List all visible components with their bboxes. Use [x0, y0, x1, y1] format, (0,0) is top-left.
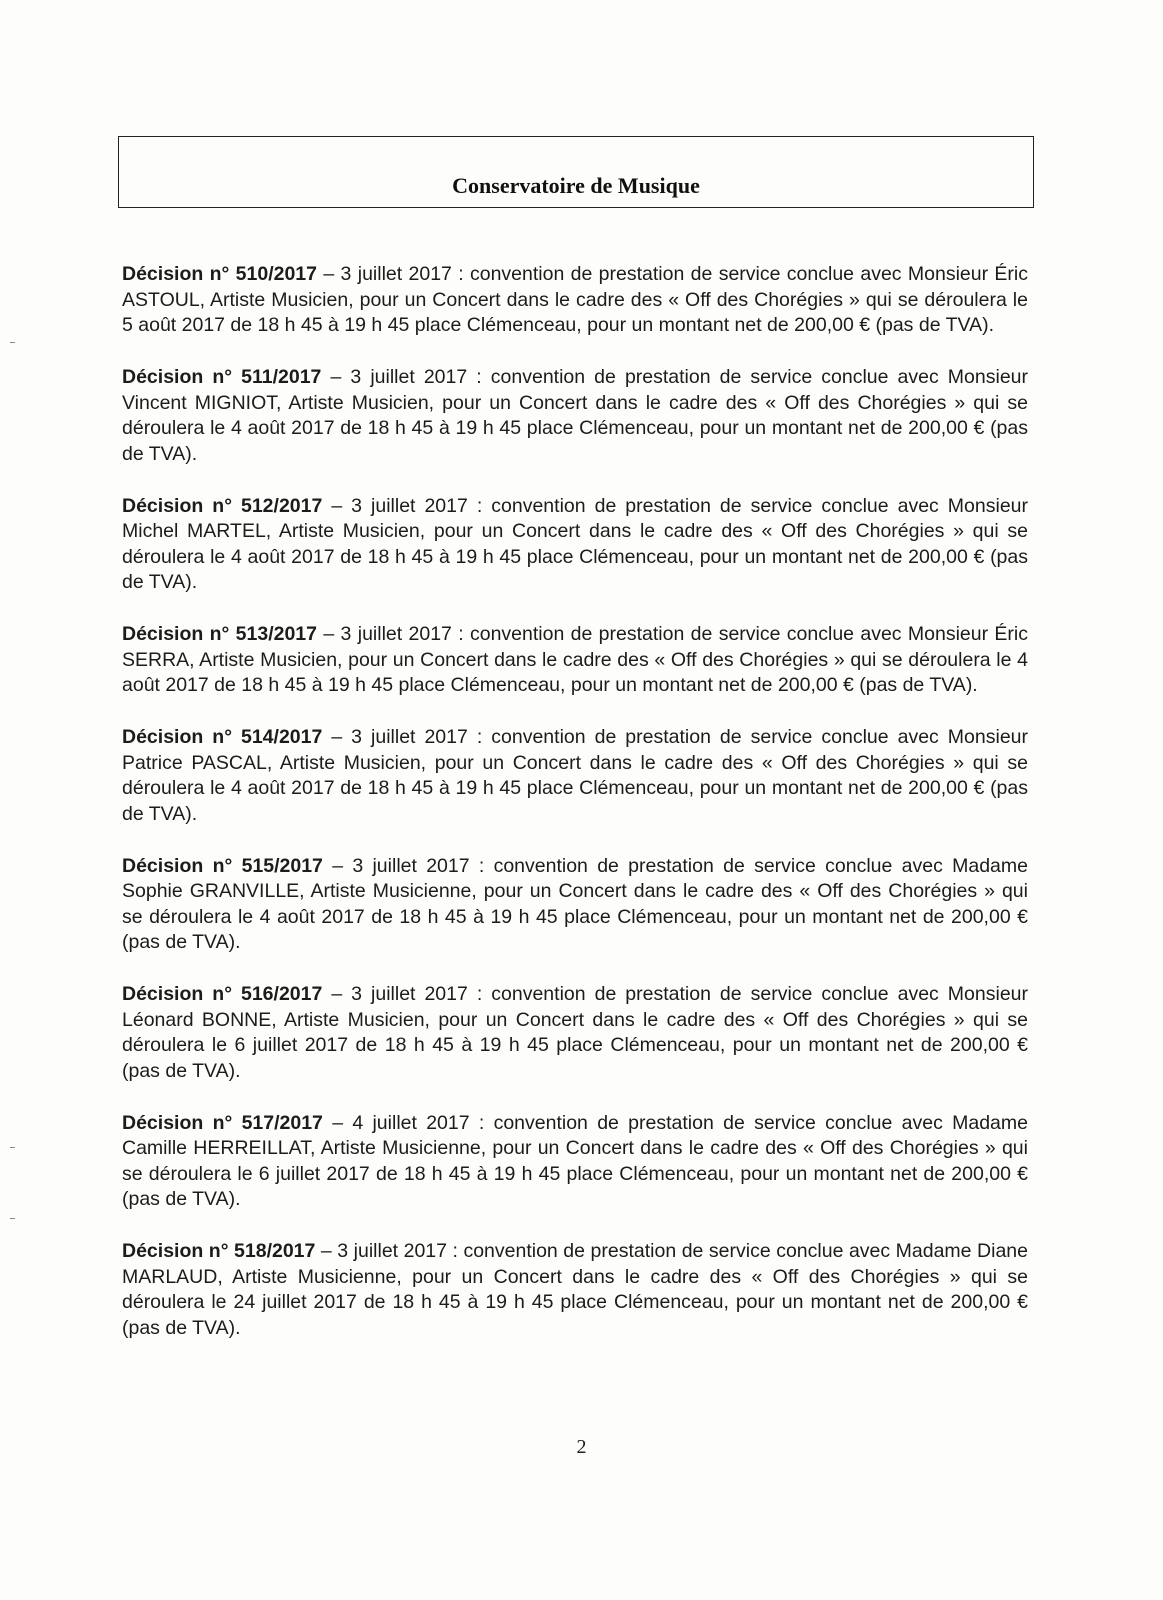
decision-ref: Décision n° 513/2017: [122, 623, 318, 645]
decision-text: – 3 juillet 2017 : convention de prestation de service conclue avec Madame Diane MARLAUD, Artiste Musicienne, pour un Concert dans le cadre des « Off des Chorégies » qui se déroulera le 24 juillet 2017 de 18 h 45 à 19 h 45 place Clémenceau, pour un montant net de 200,00 € (pas de TVA).: [122, 1240, 1028, 1339]
decision-ref: Décision n° 510/2017: [122, 263, 318, 285]
decision-text: – 3 juillet 2017 : convention de prestation de service conclue avec Monsieur Patrice PASCAL, Artiste Musicien, pour un Concert dans le cadre des « Off des Chorégies » qui se déroulera le 4 août 2017 de 18 h 45 à 19 h 45 place Clémenceau, pour un montant net de 200,00 € (pas de TVA).: [122, 726, 1028, 825]
decision-item: [122, 1239, 1028, 1341]
decision-item: [122, 262, 1028, 339]
decision-ref: Décision n° 511/2017: [122, 366, 322, 388]
scan-mark: [10, 342, 15, 343]
decision-item: [122, 854, 1028, 956]
section-header-box: [118, 136, 1034, 208]
decision-ref: Décision n° 516/2017: [122, 983, 323, 1005]
decision-text: – 3 juillet 2017 : convention de prestation de service conclue avec Monsieur Léonard BONNE, Artiste Musicien, pour un Concert dans le cadre des « Off des Chorégies » qui se déroulera le 6 juillet 2017 de 18 h 45 à 19 h 45 place Clémenceau, pour un montant net de 200,00 € (pas de TVA).: [122, 983, 1028, 1082]
scan-mark: [10, 1147, 15, 1148]
decision-ref: Décision n° 518/2017: [122, 1240, 316, 1262]
decision-list: [122, 262, 1028, 1368]
decision-text: – 3 juillet 2017 : convention de prestation de service conclue avec Monsieur Éric SERRA, Artiste Musicien, pour un Concert dans le cadre des « Off des Chorégies » qui se déroulera le 4 août 2017 de 18 h 45 à 19 h 45 place Clémenceau, pour un montant net de 200,00 € (pas de TVA).: [122, 623, 1029, 696]
decision-ref: Décision n° 512/2017: [122, 494, 323, 517]
decision-text: – 3 juillet 2017 : convention de prestation de service conclue avec Monsieur Vincent MIGNIOT, Artiste Musicien, pour un Concert dans le cadre des « Off des Chorégies » qui se déroulera le 4 août 2017 de 18 h 45 à 19 h 45 place Clémenceau, pour un montant net de 200,00 € (pas de TVA).: [122, 366, 1029, 465]
scan-mark: [10, 1218, 15, 1219]
decision-text: – 4 juillet 2017 : convention de prestation de service conclue avec Madame Camille HERREILLAT, Artiste Musicienne, pour un Concert dans le cadre des « Off des Chorégies » qui se déroulera le 6 juillet 2017 de 18 h 45 à 19 h 45 place Clémenceau, pour un montant net de 200,00 € (pas de TVA).: [122, 1111, 1028, 1210]
decision-text: – 3 juillet 2017 : convention de prestation de service conclue avec Monsieur Michel MARTEL, Artiste Musicien, pour un Concert dans le cadre des « Off des Chorégies » qui se déroulera le 4 août 2017 de 18 h 45 à 19 h 45 place Clémenceau, pour un montant net de 200,00 € (pas de TVA).: [122, 494, 1028, 593]
decision-text: – 3 juillet 2017 : convention de prestation de service conclue avec Monsieur Éric ASTOUL, Artiste Musicien, pour un Concert dans le cadre des « Off des Chorégies » qui se déroulera le 5 août 2017 de 18 h 45 à 19 h 45 place Clémenceau, pour un montant net de 200,00 € (pas de TVA).: [122, 263, 1029, 336]
decision-item: [122, 1111, 1028, 1213]
decision-item: [122, 494, 1028, 596]
decision-ref: Décision n° 517/2017: [122, 1111, 323, 1134]
decision-item: [122, 622, 1028, 699]
decision-item: [122, 725, 1028, 827]
decision-text: – 3 juillet 2017 : convention de prestation de service conclue avec Madame Sophie GRANVILLE, Artiste Musicienne, pour un Concert dans le cadre des « Off des Chorégies » qui se déroulera le 4 août 2017 de 18 h 45 à 19 h 45 place Clémenceau, pour un montant net de 200,00 € (pas de TVA).: [122, 854, 1028, 953]
decision-item: [122, 365, 1028, 467]
decision-ref: Décision n° 514/2017: [122, 726, 323, 748]
decision-ref: Décision n° 515/2017: [122, 854, 323, 877]
page-number: 2: [576, 1436, 587, 1458]
section-title: Conservatoire de Musique: [452, 173, 700, 198]
decision-item: [122, 982, 1028, 1084]
